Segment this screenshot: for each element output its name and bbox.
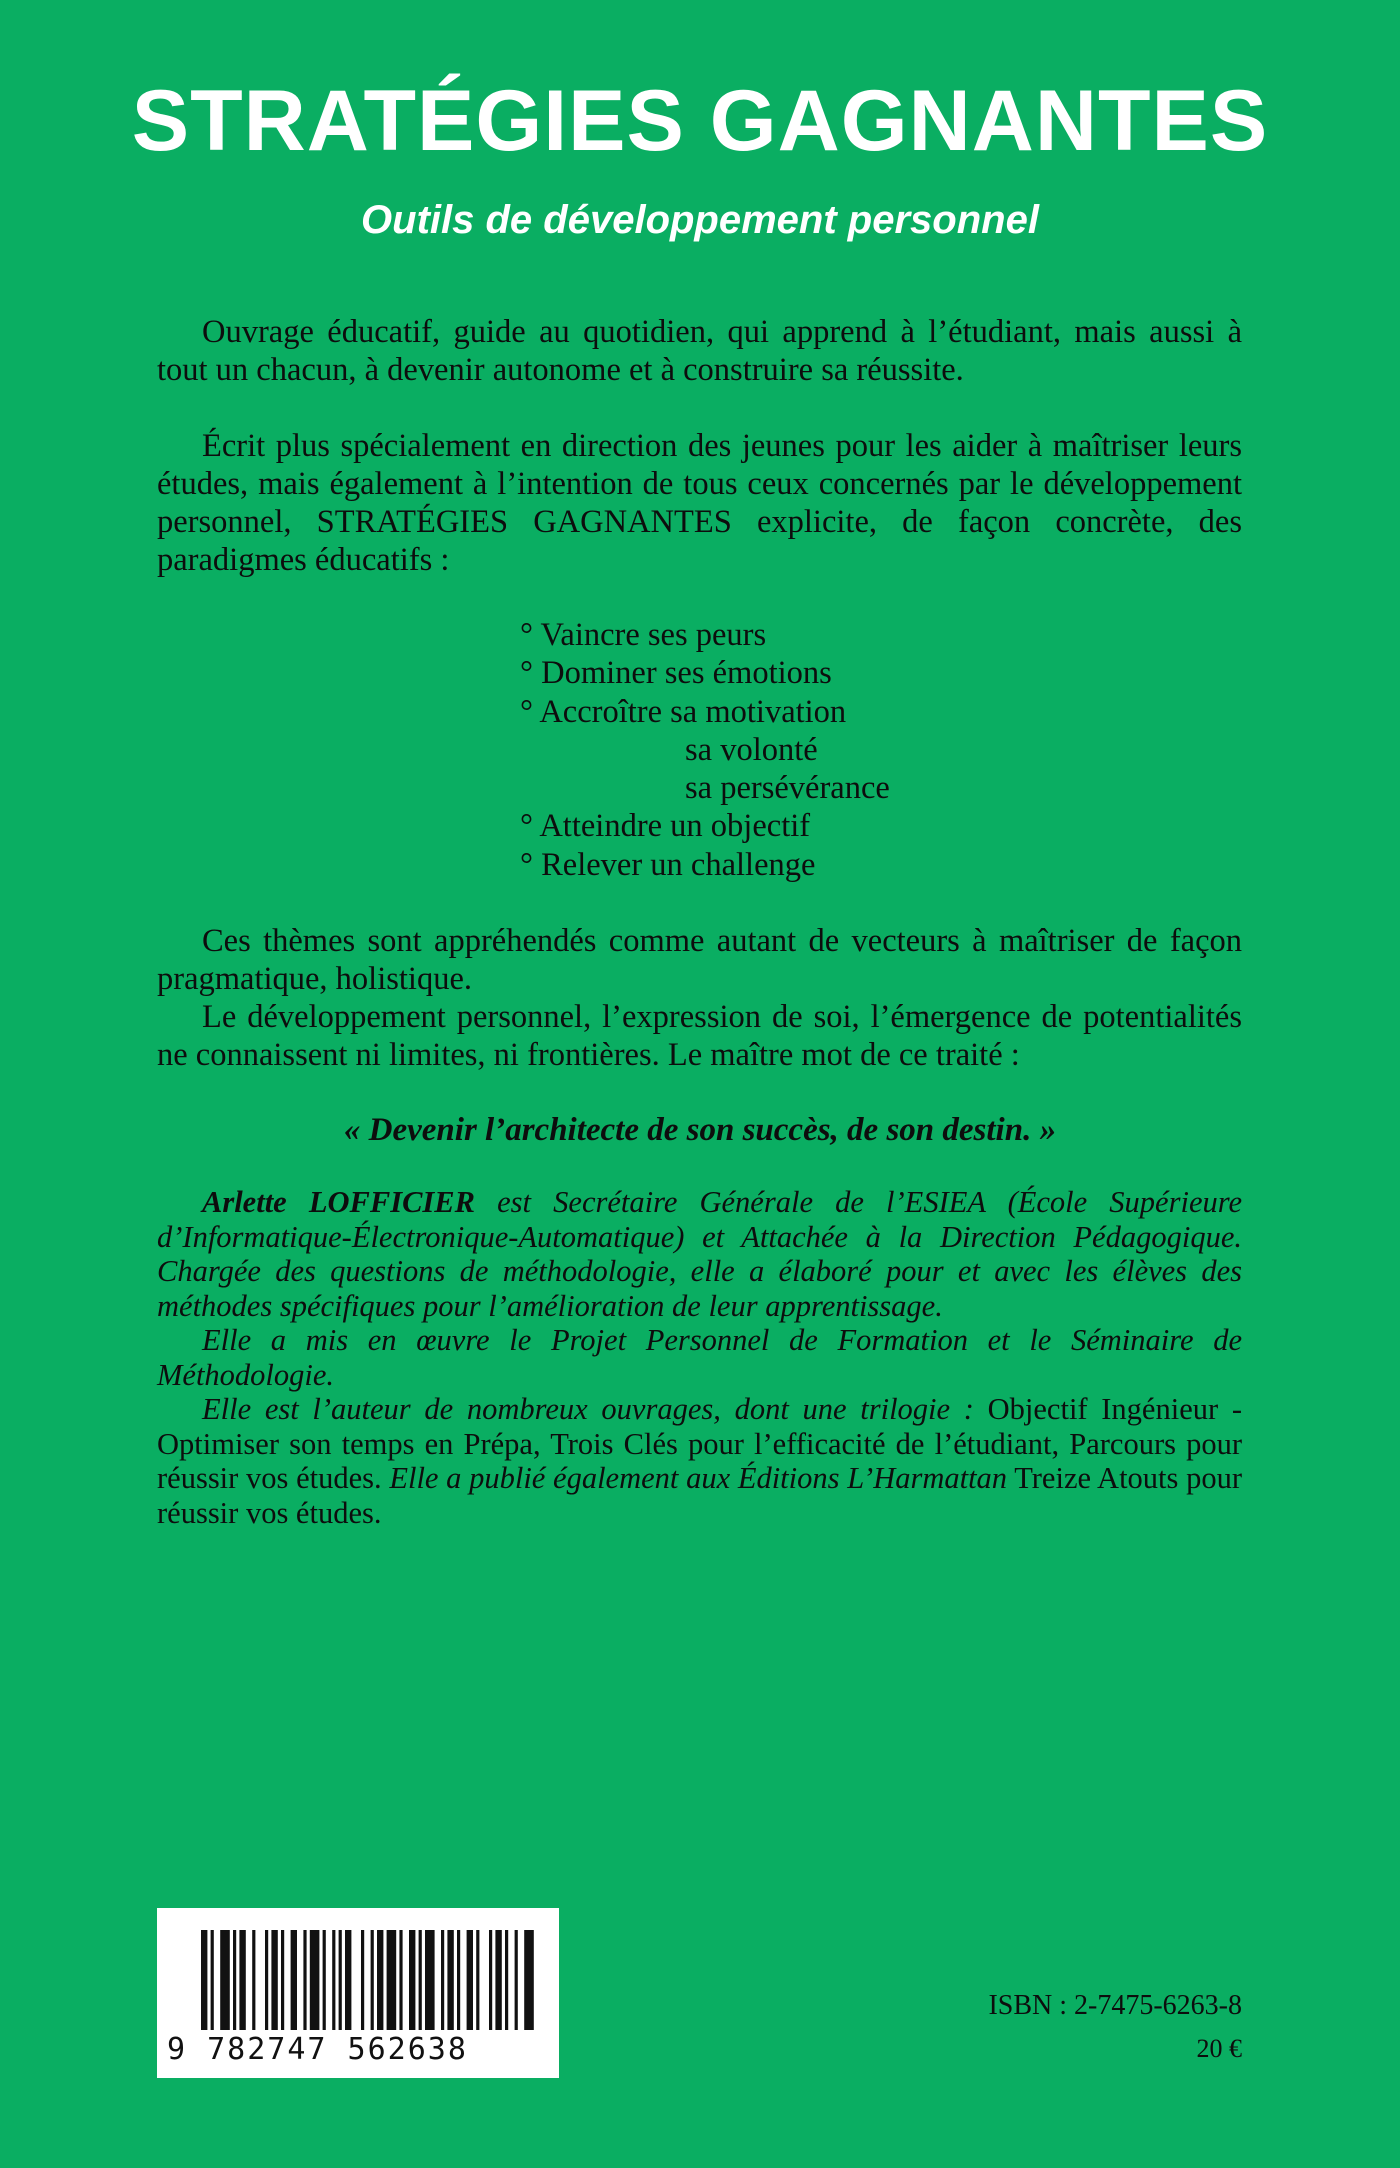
- bio-paragraph: [157, 1392, 1242, 1530]
- barcode-bar: [271, 1930, 277, 2030]
- barcode-bar: [505, 1930, 508, 2030]
- separator: ,: [1051, 1426, 1060, 1461]
- barcode-bar: [265, 1930, 268, 2030]
- price: 20 €: [1196, 2034, 1242, 2063]
- themes-list: [520, 616, 890, 884]
- book-reference: Parcours pour réussir vos études.: [157, 1426, 1243, 1495]
- list-item: sa persévérance: [685, 770, 890, 807]
- barcode-bar: [476, 1930, 479, 2030]
- barcode-bar: [220, 1930, 230, 2030]
- barcode-bar: [201, 1930, 207, 2030]
- barcode: [157, 1908, 559, 2078]
- intro-paragraph: [157, 313, 1242, 389]
- barcode-bar: [211, 1930, 214, 2030]
- list-item: ° Relever un challenge: [520, 846, 816, 883]
- book-reference: Trois Clés pour l’efficacité de l’étudiant: [550, 1426, 1052, 1461]
- barcode-bar: [515, 1930, 518, 2030]
- barcode-bar: [495, 1930, 501, 2030]
- barcode-bar: [345, 1930, 351, 2030]
- barcode-bar: [399, 1930, 402, 2030]
- motto-quote: « Devenir l’architecte de son succès, de son destin. »: [343, 1112, 1057, 1148]
- development-paragraph: [157, 998, 1242, 1074]
- bio-paragraph: [157, 1323, 1242, 1392]
- author-bio: [157, 1185, 1242, 1530]
- barcode-bar: [291, 1930, 297, 2030]
- book-subtitle: Outils de développement personnel: [361, 198, 1039, 242]
- barcode-bar: [377, 1930, 383, 2030]
- list-item: sa volonté: [685, 731, 818, 768]
- barcode-bar: [332, 1930, 335, 2030]
- book-title: STRATÉGIES GAGNANTES: [131, 73, 1269, 169]
- barcode-bar: [252, 1930, 255, 2030]
- intro-paragraph-text: Ouvrage éducatif, guide au quotidien, qui apprend à l’étudiant, mais aussi à tout un chacun, à devenir autonome et à construire sa réussite.: [157, 314, 1242, 388]
- barcode-number: 9 782747 562638: [167, 2032, 468, 2067]
- barcode-bar: [361, 1930, 364, 2030]
- barcode-bar: [239, 1930, 245, 2030]
- bio-text: Elle est l’auteur de nombreux ouvrages, dont une trilogie :: [202, 1392, 974, 1426]
- barcode-bar: [467, 1930, 473, 2030]
- list-item: ° Dominer ses émotions: [520, 655, 832, 692]
- barcode-bar: [339, 1930, 342, 2030]
- barcode-bar: [419, 1930, 422, 2030]
- description-paragraph-text: Écrit plus spécialement en direction des jeunes pour les aider à maîtriser leurs études, mais également à l’intention de tous ceux concernés par le développement personnel, STRATÉGIES GAGNANTES explicite, de façon concrète, des paradigmes éducatifs :: [157, 428, 1242, 578]
- list-item: ° Atteindre un objectif: [520, 808, 811, 845]
- barcode-bar: [387, 1930, 397, 2030]
- barcode-bar: [371, 1930, 374, 2030]
- barcode-bar: [303, 1930, 306, 2030]
- book-reference: Treize Atouts pour réussir vos études.: [157, 1461, 1242, 1530]
- barcode-bar: [310, 1930, 320, 2030]
- barcode-bar: [441, 1930, 444, 2030]
- barcode-bar: [447, 1930, 453, 2030]
- bio-text: Elle a publié également aux Éditions L’Harmattan: [389, 1461, 1008, 1495]
- isbn: ISBN : 2-7475-6263-8: [988, 1990, 1242, 2021]
- bio-text: Elle a mis en œuvre le Projet Personnel de Formation et le Séminaire de Méthodologie.: [157, 1323, 1242, 1392]
- author-name: Arlette LOFFICIER: [202, 1185, 475, 1219]
- bio-text: est Secrétaire Générale de l’ESIEA (École Supérieure d’Informatique-Électronique-Automatique) et Attachée à la Direction Pédagogique. Chargée des questions de méthodologie, elle a élaboré pour et avec les élèves des méthodes spécifiques pour l’amélioration de leur apprentissage.: [157, 1185, 1243, 1323]
- themes-paragraph-text: Ces thèmes sont appréhendés comme autant de vecteurs à maîtriser de façon pragmatique, holistique.: [157, 923, 1242, 997]
- description-paragraph: [157, 427, 1242, 579]
- development-paragraph-text: Le développement personnel, l’expression de soi, l’émergence de potentialités ne connaissent ni limites, ni frontières. Le maître mot de ce traité :: [157, 999, 1242, 1073]
- themes-paragraph: [157, 922, 1242, 998]
- barcode-bar: [425, 1930, 435, 2030]
- barcode-bar: [457, 1930, 460, 2030]
- barcode-bar: [233, 1930, 236, 2030]
- barcode-bar: [323, 1930, 326, 2030]
- barcode-bar: [524, 1930, 534, 2030]
- book-reference: Objectif Ingénieur - Optimiser son temps en Prépa: [157, 1392, 1243, 1461]
- barcode-bar: [409, 1930, 415, 2030]
- barcode-bar: [281, 1930, 284, 2030]
- bio-paragraph: [157, 1185, 1242, 1323]
- list-item: ° Accroître sa motivation: [520, 693, 847, 730]
- separator: ,: [532, 1426, 541, 1461]
- barcode-bar: [489, 1930, 492, 2030]
- list-item: ° Vaincre ses peurs: [520, 617, 767, 653]
